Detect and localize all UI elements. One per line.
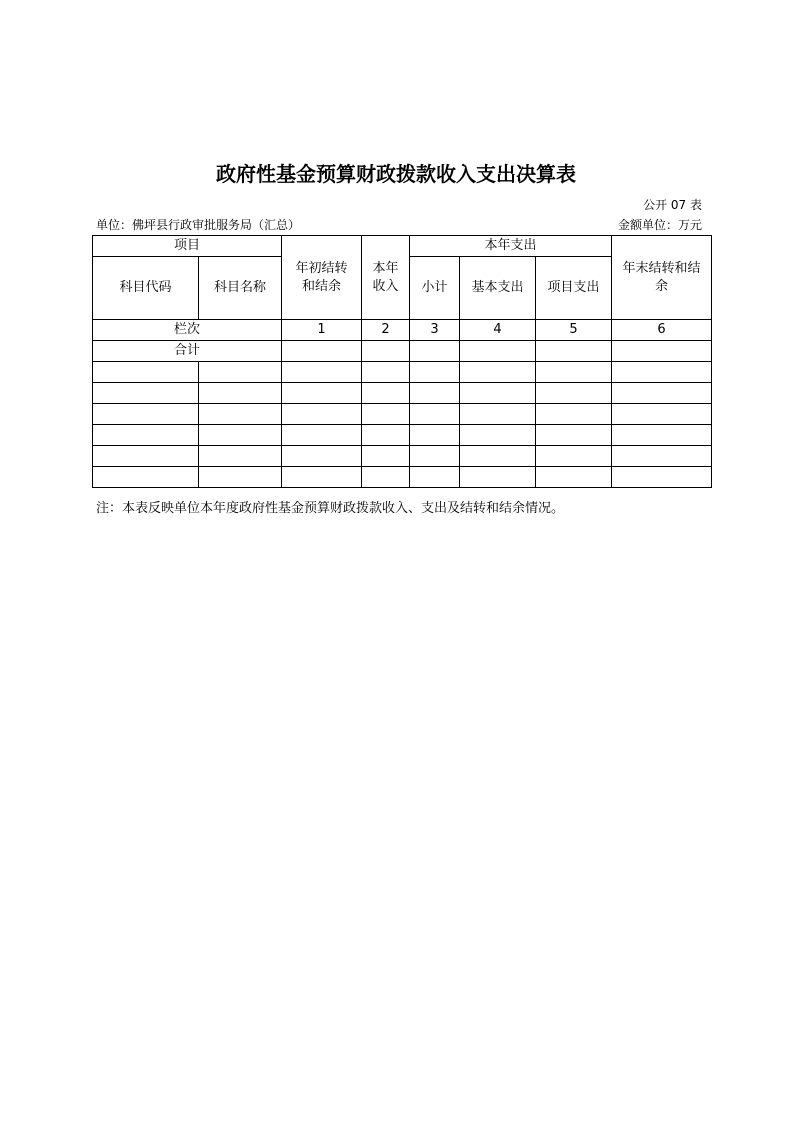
header-subtotal: 小计 bbox=[410, 257, 460, 320]
table-cell bbox=[362, 467, 410, 488]
table-cell bbox=[282, 341, 362, 362]
page-title: 政府性基金预算财政拨款收入支出决算表 bbox=[216, 162, 576, 186]
column-number-4: 4 bbox=[460, 320, 536, 341]
table-cell bbox=[460, 362, 536, 383]
table-cell bbox=[536, 446, 612, 467]
column-number-5: 5 bbox=[536, 320, 612, 341]
column-number-2: 2 bbox=[362, 320, 410, 341]
table-cell bbox=[410, 362, 460, 383]
header-item: 项目 bbox=[93, 236, 282, 257]
table-cell bbox=[460, 467, 536, 488]
header-end-balance: 年末结转和结余 bbox=[612, 236, 712, 320]
column-number-label: 栏次 bbox=[93, 320, 282, 341]
unit-label: 单位：佛坪县行政审批服务局（汇总） bbox=[96, 218, 301, 232]
table-cell bbox=[93, 425, 199, 446]
table-cell bbox=[362, 383, 410, 404]
table-cell bbox=[410, 404, 460, 425]
footnote: 注：本表反映单位本年度政府性基金预算财政拨款收入、支出及结转和结余情况。 bbox=[96, 501, 565, 516]
table-cell bbox=[199, 446, 282, 467]
table-cell bbox=[612, 341, 712, 362]
table-cell bbox=[460, 404, 536, 425]
column-number-3: 3 bbox=[410, 320, 460, 341]
table-cell bbox=[362, 362, 410, 383]
table-cell bbox=[282, 383, 362, 404]
header-name: 科目名称 bbox=[199, 257, 282, 320]
header-basic: 基本支出 bbox=[460, 257, 536, 320]
table-row bbox=[93, 467, 712, 488]
form-number: 公开 07 表 bbox=[643, 198, 702, 212]
table-cell bbox=[612, 362, 712, 383]
table-cell bbox=[410, 446, 460, 467]
table-cell bbox=[460, 383, 536, 404]
table-cell bbox=[199, 383, 282, 404]
table-cell bbox=[536, 425, 612, 446]
budget-table bbox=[92, 235, 712, 488]
table-cell bbox=[612, 383, 712, 404]
table-cell bbox=[199, 404, 282, 425]
table-cell bbox=[410, 341, 460, 362]
table-cell bbox=[460, 446, 536, 467]
table-cell bbox=[282, 446, 362, 467]
table-cell bbox=[362, 404, 410, 425]
table-cell bbox=[410, 383, 460, 404]
table-row bbox=[93, 446, 712, 467]
table-cell bbox=[536, 404, 612, 425]
table-cell bbox=[199, 467, 282, 488]
table-cell bbox=[362, 446, 410, 467]
table-cell bbox=[282, 362, 362, 383]
table-cell bbox=[612, 404, 712, 425]
table-cell bbox=[199, 425, 282, 446]
table-cell bbox=[410, 467, 460, 488]
table-cell bbox=[460, 341, 536, 362]
table-cell bbox=[282, 425, 362, 446]
table-cell bbox=[362, 425, 410, 446]
table-cell bbox=[612, 446, 712, 467]
header-begin-balance: 年初结转和结余 bbox=[282, 236, 362, 320]
table-cell bbox=[362, 341, 410, 362]
amount-unit-label: 金额单位：万元 bbox=[617, 218, 702, 232]
column-number-6: 6 bbox=[612, 320, 712, 341]
table-row bbox=[93, 383, 712, 404]
table-cell bbox=[536, 341, 612, 362]
table-row bbox=[93, 404, 712, 425]
table-cell bbox=[536, 467, 612, 488]
table-cell bbox=[612, 425, 712, 446]
total-row bbox=[93, 341, 712, 362]
column-number-row bbox=[93, 320, 712, 341]
table-cell bbox=[460, 425, 536, 446]
table-cell bbox=[282, 404, 362, 425]
header-project: 项目支出 bbox=[536, 257, 612, 320]
table-cell bbox=[536, 362, 612, 383]
header-income: 本年收入 bbox=[362, 236, 410, 320]
table-cell bbox=[93, 404, 199, 425]
table-cell bbox=[536, 383, 612, 404]
header-code: 科目代码 bbox=[93, 257, 199, 320]
table-cell bbox=[410, 425, 460, 446]
table-cell bbox=[93, 383, 199, 404]
table-cell bbox=[199, 362, 282, 383]
column-number-1: 1 bbox=[282, 320, 362, 341]
total-label: 合计 bbox=[93, 341, 282, 362]
table-row bbox=[93, 362, 712, 383]
header-row-1 bbox=[93, 236, 712, 257]
table-row bbox=[93, 425, 712, 446]
table-cell bbox=[93, 467, 199, 488]
table-cell bbox=[612, 467, 712, 488]
header-expense-group: 本年支出 bbox=[410, 236, 612, 257]
table-cell bbox=[93, 362, 199, 383]
table-cell bbox=[93, 446, 199, 467]
table-cell bbox=[282, 467, 362, 488]
